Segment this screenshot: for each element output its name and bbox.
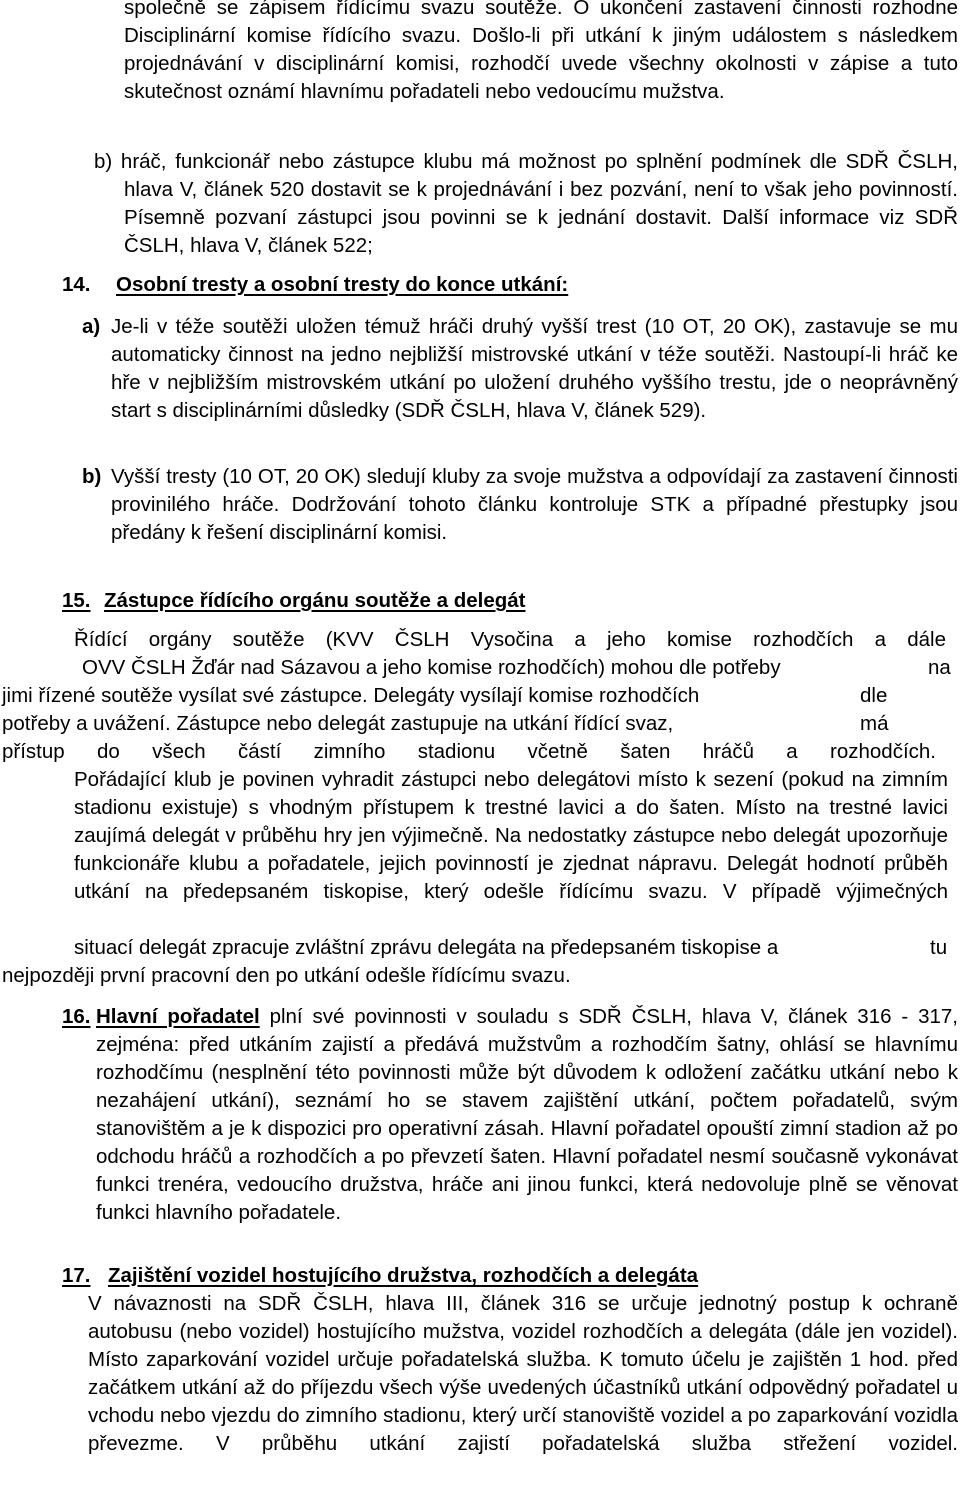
section-16-text: plní své povinnosti v souladu s SDŘ ČSLH, hlava V, článek 316 - 317, zejména: před utkáním zajistí a předává mužstvům a rozhodčím šatny, ohlásí se hlavnímu rozhodčímu (nesplnění této povinnosti může být důvodem k odložení začátku utkání nebo k nezahájení utkání), seznámí ho se stavem zajištění utkání, počtem pořadatelů, svým stanovištěm a je k dispozici pro operativní zásah. Hlavní pořadatel opouští zimní stadion až po odchodu hráčů a rozhodčích a po převzetí šaten. Hlavní pořadatel nesmí současně vykonávat funkci trenéra, vedoucího družstva, hráče ani jinou funkci, která nedovoluje plně se věnovat funkci hlavního pořadatele. bbox=[96, 1005, 958, 1224]
list-label-a: a) bbox=[82, 315, 101, 338]
section-number: 15. bbox=[62, 589, 91, 612]
section-14-heading bbox=[62, 271, 568, 299]
list-item-b-hearing: b) hráč, funkcionář nebo zástupce klubu má možnost po splnění podmínek dle SDŘ ČSLH, hlava V, článek 520 dostavit se k projednávání i bez pozvání, není to však jeho povinností. Písemně pozvaní zástupci jsou povinni se k jednání dostavit. Další informace viz SDŘ ČSLH, hlava V, článek 522; bbox=[94, 150, 958, 257]
s15-line-2: OVV ČSLH Žďár nad Sázavou a jeho komise rozhodčích) mohou dle potřeby na bbox=[82, 656, 951, 679]
paragraph-continuation: společně se zápisem řídícímu svazu soutěže. O ukončení zastavení činnosti rozhodne Disciplinární komise řídícího svazu. Došlo-li při utkání k jiným událostem s následkem projednávání v disciplinární komisi, rozhodčí uvede všechny okolnosti v zápise a tuto skutečnost oznámí hlavnímu pořadateli nebo vedoucímu mužstva. bbox=[124, 0, 958, 103]
section-16-title: Hlavní pořadatel bbox=[96, 1005, 260, 1028]
s15-line-4: potřeby a uvážení. Zástupce nebo delegát zastupuje na utkání řídící svaz, má bbox=[2, 712, 889, 735]
s15-line-5: přístup do všech částí zimního stadionu včetně šaten hráčů a rozhodčích. bbox=[2, 740, 936, 763]
section-number: 17. bbox=[62, 1264, 91, 1287]
section-15-heading bbox=[62, 587, 525, 615]
s15-line-3: jimi řízené soutěže vysílat své zástupce. Delegáty vysílají komise rozhodčích dle bbox=[2, 684, 888, 707]
section-title: Zajištění vozidel hostujícího družstva, rozhodčích a delegáta bbox=[108, 1264, 699, 1287]
section-16-number: 16. bbox=[62, 1005, 91, 1028]
section-title: Osobní tresty a osobní tresty do konce utkání: bbox=[116, 273, 569, 296]
section-title: Zástupce řídícího orgánu soutěže a delegát bbox=[104, 589, 526, 612]
s15-paragraph-3: nejpozději první pracovní den po utkání odešle řídícímu svazu. bbox=[2, 964, 571, 987]
list-label-b: b) bbox=[82, 465, 102, 488]
s15-paragraph-2: Pořádající klub je povinen vyhradit zástupci nebo delegátovi místo k sezení (pokud na zimním stadionu existuje) s vhodným přístupem k trestné lavici a do šaten. Místo na trestné lavici zaujímá delegát v průběhu hry jen výjimečně. Na nedostatky zástupce nebo delegát upozorňuje funkcionáře klubu a pořadatele, jejich povinností je zjednat nápravu. Delegát hodnotí průběh utkání na předepsaném tiskopise, který odešle řídícímu svazu. V případě výjimečných bbox=[74, 768, 948, 903]
section-17-heading bbox=[62, 1262, 698, 1290]
s15-paragraph-2-last-line: situací delegát zpracuje zvláštní zprávu delegáta na předepsaném tiskopise a tu bbox=[74, 936, 948, 959]
section-17-paragraph: V návaznosti na SDŘ ČSLH, hlava III, článek 316 se určuje jednotný postup k ochraně autobusu (nebo vozidel) hostujícího mužstva, vozidel rozhodčích a delegáta (dále jen vozidel). Místo zaparkování vozidel určuje pořadatelská služba. K tomuto účelu je zajištěn 1 hod. před začátkem utkání až do příjezdu všech výše uvedených účastníků utkání odpovědný pořadatel u vchodu nebo vjezdu do zimního stadionu, který určí stanoviště vozidel a po zaparkování vozidla převezme. V průběhu utkání zajistí pořadatelská služba střežení vozidel. bbox=[88, 1292, 958, 1455]
s15-line-1: Řídící orgány soutěže (KVV ČSLH Vysočina a jeho komise rozhodčích a dále bbox=[74, 628, 946, 651]
list-item-b-text: Vyšší tresty (10 OT, 20 OK) sledují kluby za svoje mužstva a odpovídají za zastavení činnosti provinilého hráče. Dodržování tohoto článku kontroluje STK a případné přestupky jsou předány k řešení disciplinární komisi. bbox=[111, 465, 958, 544]
section-number: 14. bbox=[62, 273, 91, 296]
section-16-paragraph bbox=[96, 1003, 958, 1227]
list-item-a-text: Je-li v téže soutěži uložen témuž hráči druhý vyšší trest (10 OT, 20 OK), zastavuje se mu automaticky činnost na jedno nejbližší mistrovské utkání v téže soutěži. Nastoupí-li hráč ke hře v nejbližším mistrovském utkání po uložení druhého vyššího trestu, jde o neoprávněný start s disciplinárními důsledky (SDŘ ČSLH, hlava V, článek 529). bbox=[111, 315, 958, 422]
